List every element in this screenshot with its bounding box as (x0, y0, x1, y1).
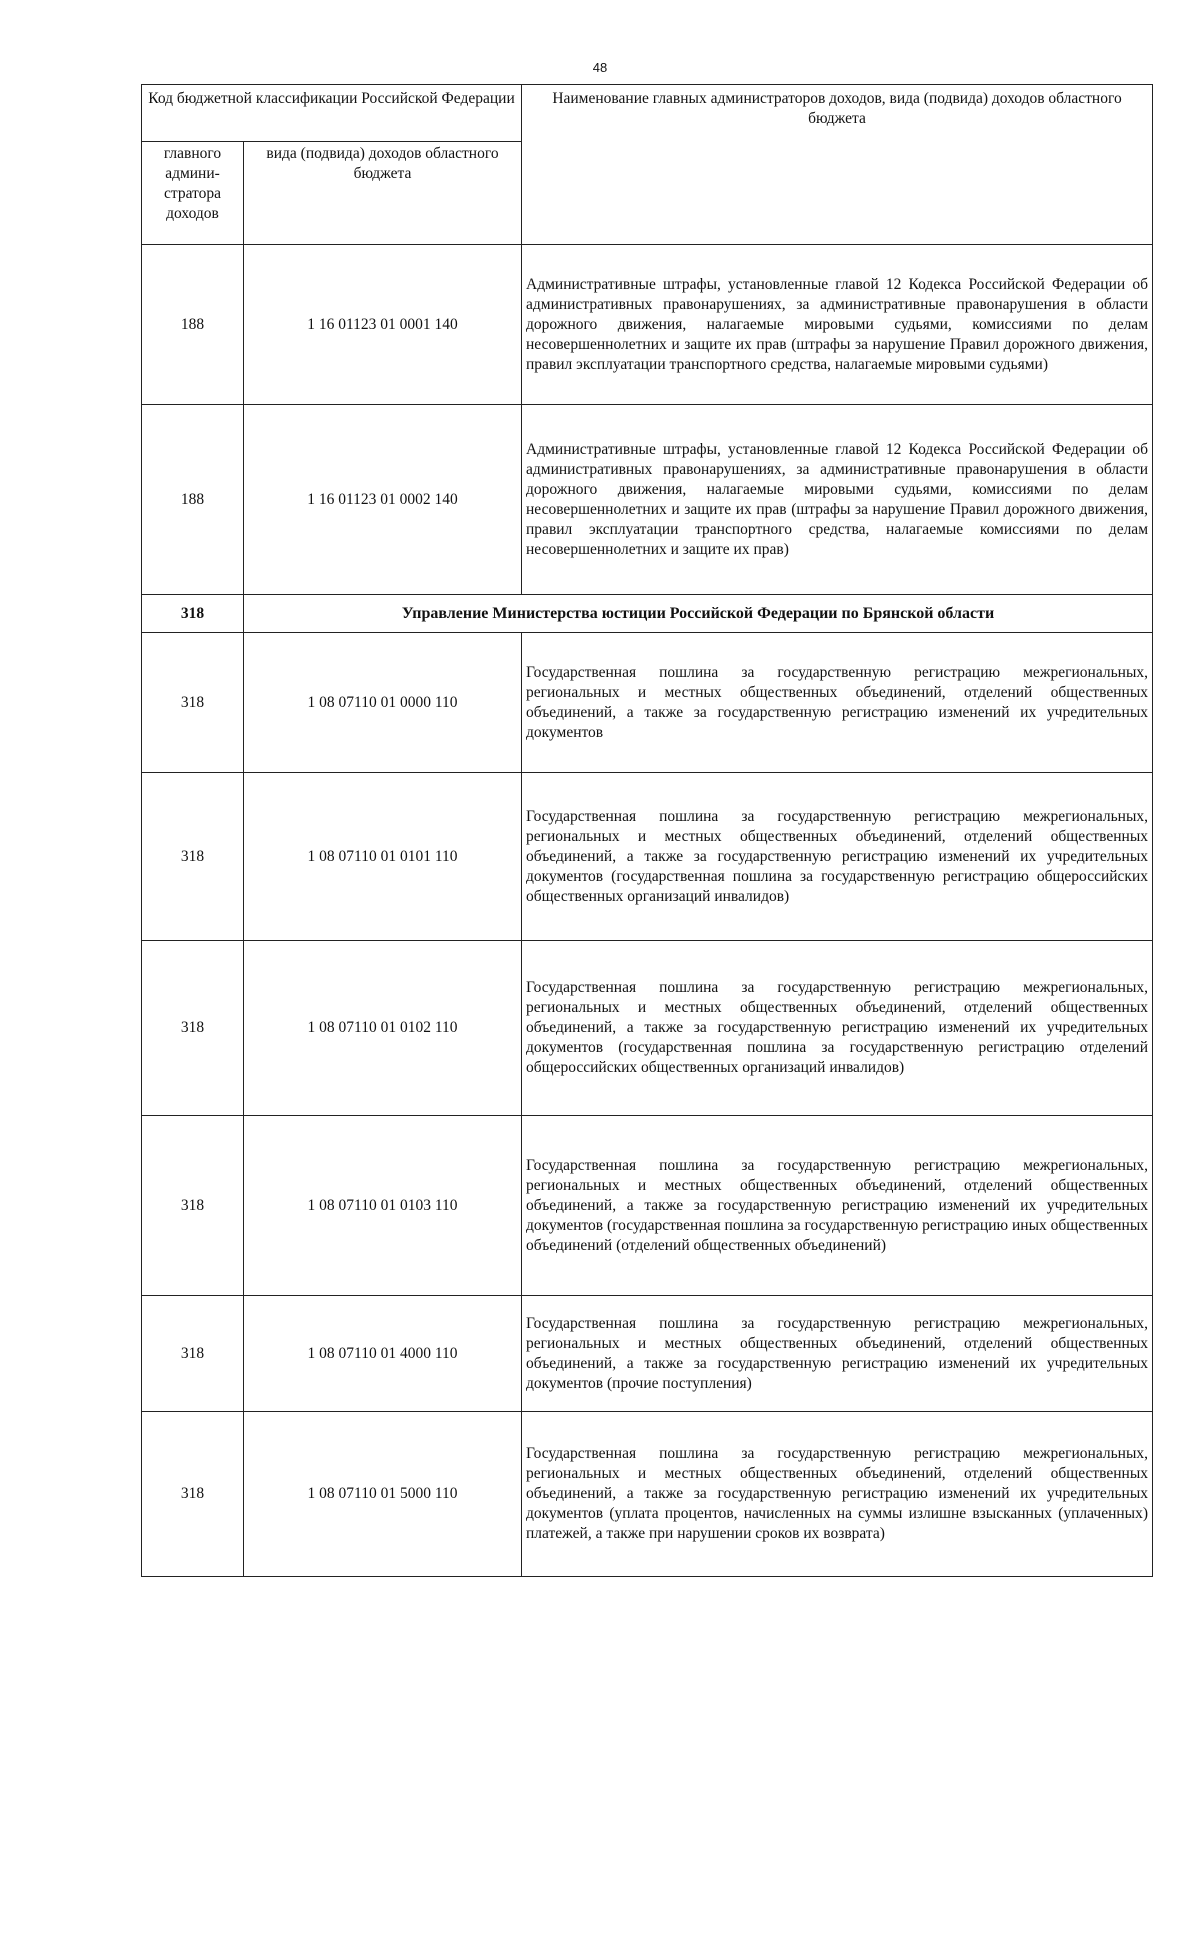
income-code-cell: 1 08 07110 01 0102 110 (244, 941, 522, 1116)
admin-code-cell: 318 (142, 773, 244, 941)
table-row (142, 405, 1153, 595)
name-cell: Государственная пошлина за государственную регистрацию межрегиональных, региональных и местных общественных объединений, отделений общественных объединений, а также за государственную регистрацию изменений их учредительных документов (государственная пошлина за государственную регистрацию иных общественных объединений (отделений общественных объединений) (522, 1116, 1153, 1296)
name-cell: Государственная пошлина за государственную регистрацию межрегиональных, региональных и местных общественных объединений, отделений общественных объединений, а также за государственную регистрацию изменений их учредительных документов (прочие поступления) (522, 1296, 1153, 1412)
admin-code-cell: 318 (142, 1116, 244, 1296)
header-type-column: вида (подвида) доходов областного бюджета (244, 142, 522, 245)
table-row (142, 1116, 1153, 1296)
name-cell: Государственная пошлина за государственную регистрацию межрегиональных, региональных и местных общественных объединений, отделений общественных объединений, а также за государственную регистрацию изменений их учредительных документов (522, 633, 1153, 773)
income-code-cell: 1 08 07110 01 0000 110 (244, 633, 522, 773)
table-row (142, 941, 1153, 1116)
header-code-group: Код бюджетной классификации Российской Федерации (142, 85, 522, 142)
header-name-column: Наименование главных администраторов доходов, вида (подвида) доходов областного бюджета (522, 85, 1153, 245)
table-row (142, 245, 1153, 405)
header-admin-column: главного админи-стратора доходов (142, 142, 244, 245)
section-row (142, 595, 1153, 633)
admin-code-cell: 188 (142, 245, 244, 405)
name-cell: Административные штрафы, установленные главой 12 Кодекса Российской Федерации об административных правонарушениях, за административные правонарушения в области дорожного движения, налагаемые мировыми судьями, комиссиями по делам несовершеннолетних и защите их прав (штрафы за нарушение Правил дорожного движения, правил эксплуатации транспортного средства, налагаемые мировыми судьями) (522, 245, 1153, 405)
section-title: Управление Министерства юстиции Российской Федерации по Брянской области (244, 595, 1153, 633)
budget-classification-table (141, 84, 1153, 1577)
income-code-cell: 1 08 07110 01 0103 110 (244, 1116, 522, 1296)
table-row (142, 633, 1153, 773)
admin-code-cell: 318 (142, 1296, 244, 1412)
name-cell: Государственная пошлина за государственную регистрацию межрегиональных, региональных и местных общественных объединений, отделений общественных объединений, а также за государственную регистрацию изменений их учредительных документов (государственная пошлина за государственную регистрацию общероссийских общественных организаций инвалидов) (522, 773, 1153, 941)
income-code-cell: 1 16 01123 01 0002 140 (244, 405, 522, 595)
income-code-cell: 1 16 01123 01 0001 140 (244, 245, 522, 405)
table-row (142, 1296, 1153, 1412)
name-cell: Административные штрафы, установленные главой 12 Кодекса Российской Федерации об административных правонарушениях, за административные правонарушения в области дорожного движения, налагаемые мировыми судьями, комиссиями по делам несовершеннолетних и защите их прав (штрафы за нарушение Правил дорожного движения, правил эксплуатации транспортного средства, налагаемые комиссиями по делам несовершеннолетних и защите их прав) (522, 405, 1153, 595)
name-cell: Государственная пошлина за государственную регистрацию межрегиональных, региональных и местных общественных объединений, отделений общественных объединений, а также за государственную регистрацию изменений их учредительных документов (уплата процентов, начисленных на суммы излишне взысканных (уплаченных) платежей, а также при нарушении сроков их возврата) (522, 1412, 1153, 1577)
admin-code-cell: 318 (142, 941, 244, 1116)
admin-code-cell: 318 (142, 633, 244, 773)
admin-code-cell: 188 (142, 405, 244, 595)
table-row (142, 1412, 1153, 1577)
income-code-cell: 1 08 07110 01 5000 110 (244, 1412, 522, 1577)
section-admin-code: 318 (142, 595, 244, 633)
name-cell: Государственная пошлина за государственную регистрацию межрегиональных, региональных и местных общественных объединений, отделений общественных объединений, а также за государственную регистрацию изменений их учредительных документов (государственная пошлина за государственную регистрацию отделений общероссийских общественных организаций инвалидов) (522, 941, 1153, 1116)
admin-code-cell: 318 (142, 1412, 244, 1577)
table-row (142, 773, 1153, 941)
page-number: 48 (592, 60, 608, 75)
income-code-cell: 1 08 07110 01 4000 110 (244, 1296, 522, 1412)
income-code-cell: 1 08 07110 01 0101 110 (244, 773, 522, 941)
